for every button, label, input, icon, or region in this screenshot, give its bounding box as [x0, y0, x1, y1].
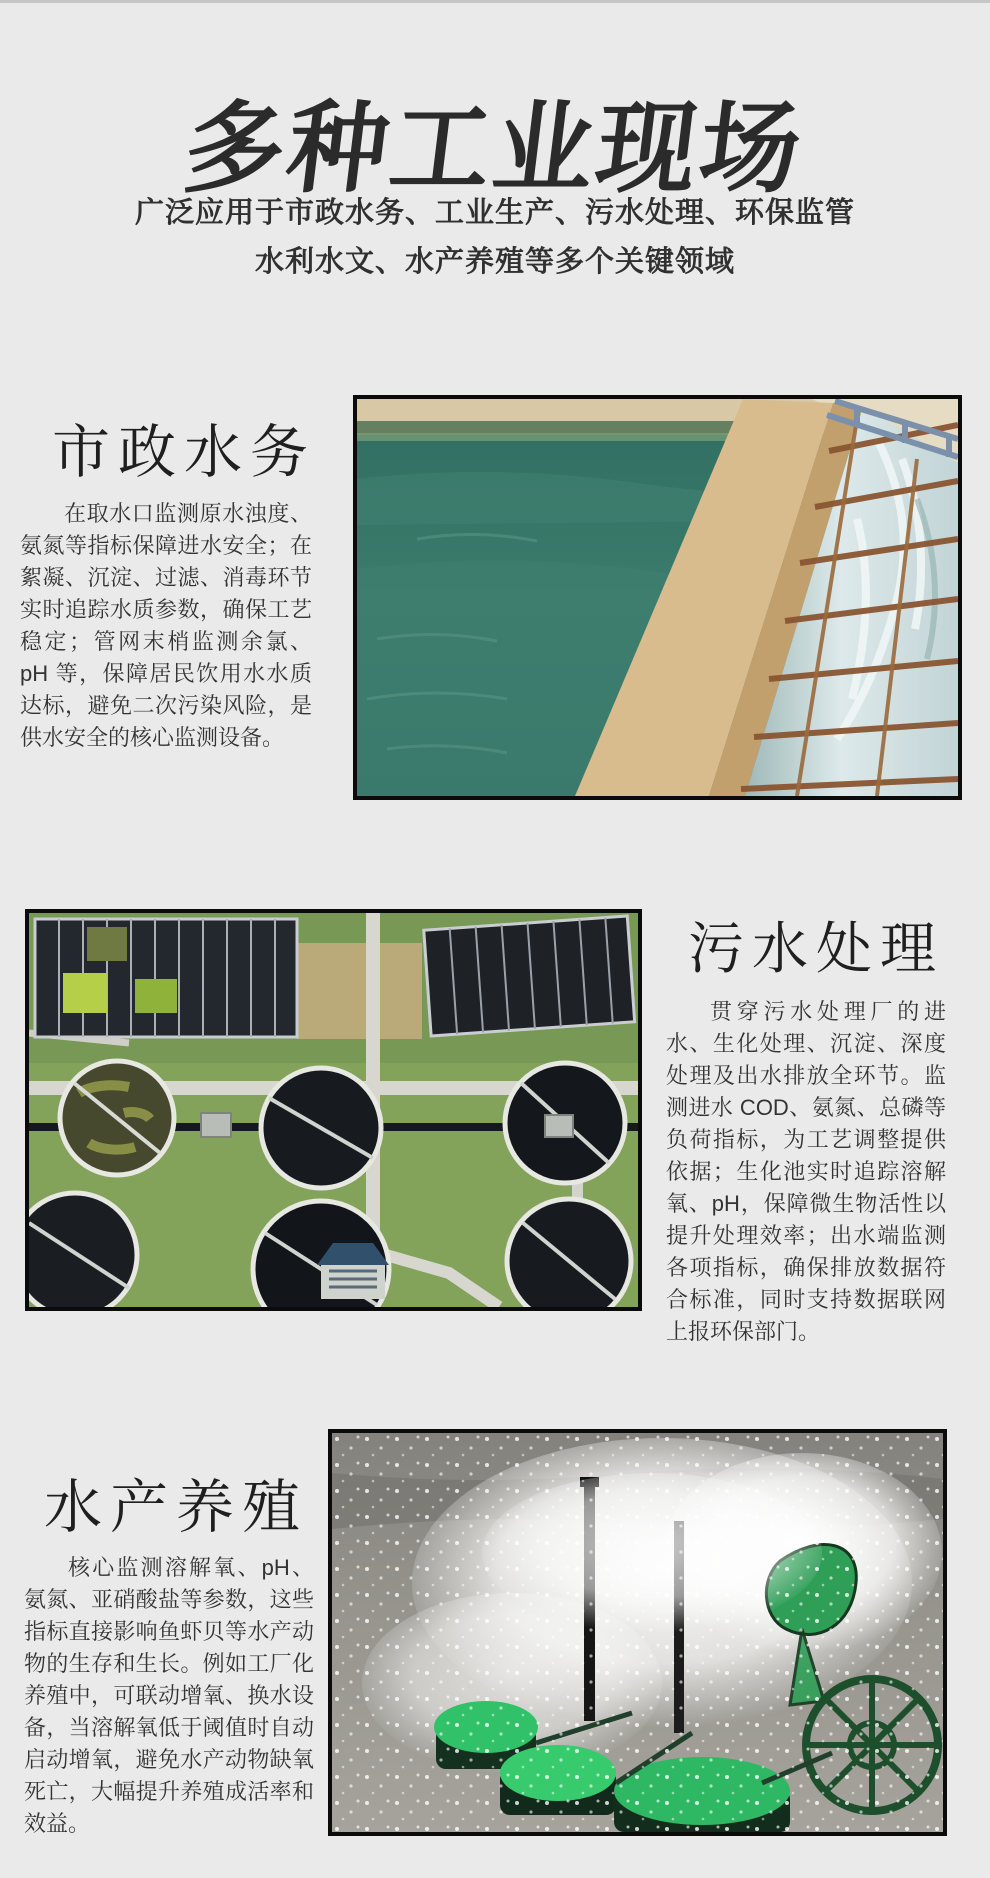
- section-sewage-heading: 污水处理: [688, 917, 944, 980]
- page-subtitle-line1: 广泛应用于市政水务、工业生产、污水处理、环保监管: [134, 197, 855, 229]
- section-municipal-body: 在取水口监测原水浊度、氨氮等指标保障进水安全；在絮凝、沉淀、过滤、消毒环节实时追踪水质参数，确保工艺稳定；管网末梢监测余氯、pH 等，保障居民饮用水水质达标，避免二次污染风险，是供水安全的核心监测设备。: [20, 501, 312, 750]
- section-municipal-heading: 市政水务: [52, 420, 317, 485]
- top-divider-line: [0, 0, 990, 3]
- section-sewage-body: 贯穿污水处理厂的进水、生化处理、沉淀、深度处理及出水排放全环节。监测进水 COD、氨氮、总磷等负荷指标，为工艺调整提供依据；生化池实时追踪溶解氧、pH，保障微生物活性以提升处理效率；出水端监测各项指标，确保排放数据符合标准，同时支持数据联网上报环保部门。: [666, 999, 946, 1344]
- page-subtitle-line2: 水利水文、水产养殖等多个关键领域: [254, 246, 735, 278]
- sewage-plant-aerial-photo: [25, 909, 642, 1311]
- section-aquaculture-body: 核心监测溶解氧、pH、氨氮、亚硝酸盐等参数，这些指标直接影响鱼虾贝等水产动物的生存和生长。例如工厂化养殖中，可联动增氧、换水设备，当溶解氧低于阈值时自动启动增氧，避免水产动物缺氧死亡，大幅提升养殖成活率和效益。: [24, 1555, 314, 1836]
- water-intake-channel-photo: [353, 395, 962, 800]
- pond-aerator-photo: [328, 1429, 947, 1836]
- section-aquaculture-heading: 水产养殖: [44, 1475, 309, 1540]
- page-title: 多种工业现场: [178, 93, 810, 205]
